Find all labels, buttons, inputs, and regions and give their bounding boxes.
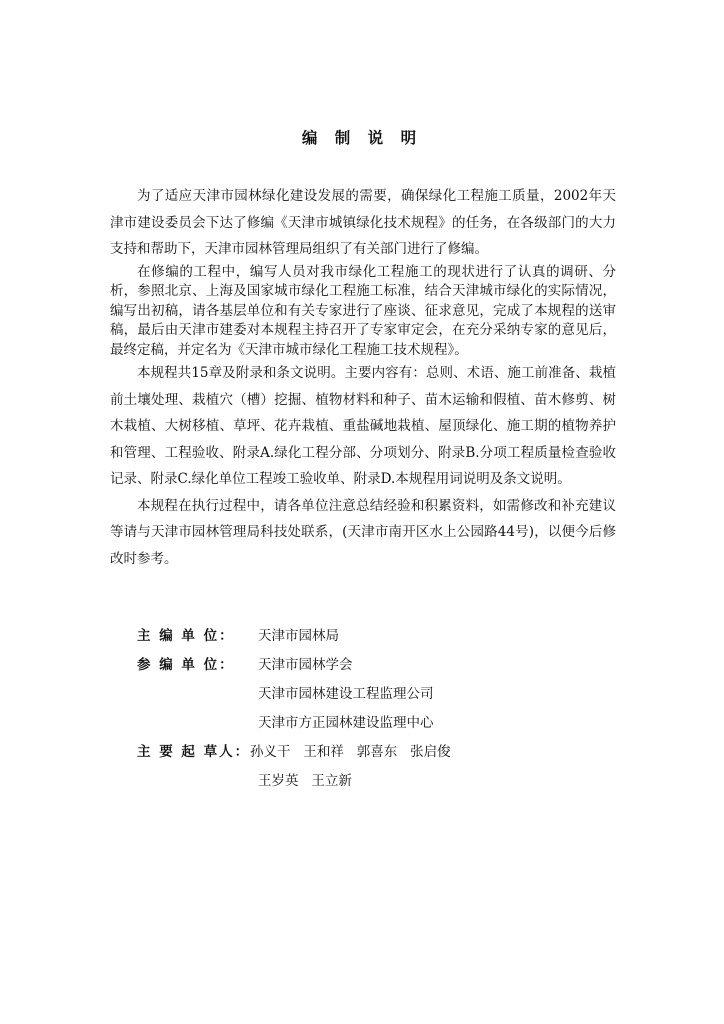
credits-block [110, 622, 451, 796]
paragraph-feedback: 本规程在执行过程中，请各单位注意总结经验和积累资料，如需修改和补充建议等请与天津市园林管理局科技处联系，(天津市南开区水上公园路44号)，以便今后修改时参考。 [110, 497, 616, 567]
paragraph-contents: 本规程共15章及附录和条文说明。主要内容有：总则、术语、施工前准备、栽植前土壤处理、栽植穴（槽）挖掘、植物材料和种子、苗木运输和假植、苗木修剪、树木栽植、大树移植、草坪、花卉栽植、重盐碱地栽植、屋顶绿化、施工期的植物养护和管理、工程验收、附录A.绿化工程分部、分项划分、附录B.分项工程质量检查验收记录、附录C.绿化单位工程竣工验收单、附录D.本规程用词说明及条文说明。 [110, 365, 616, 487]
paragraph-process: 在修编的工程中，编写人员对我市绿化工程施工的现状进行了认真的调研、分析，参照北京、上海及国家城市绿化工程施工标准，结合天津城市绿化的实际情况，编写出初稿，请各基层单位和有关专家进行了座谈、征求意见，完成了本规程的送审稿，最后由天津市建委对本规程主持召开了专家审定会，在充分采纳专家的意见后，最终定稿，并定名为《天津市城市绿化工程施工技术规程》。 [110, 263, 616, 358]
participant-row [110, 651, 434, 680]
drafters-label: 主 要 起 草人： [137, 744, 251, 760]
drafters-row [110, 738, 451, 767]
participant-value: 天津市园林学会 [258, 657, 353, 673]
participant-item: 天津市方正园林建设监理中心 [258, 715, 434, 731]
page-title: 编 制 说 明 [301, 128, 423, 147]
chief-editor-label: 主 编 单 位： [137, 628, 235, 644]
chief-editor-value: 天津市园林局 [258, 628, 339, 644]
drafters-value: 孙义干 王和祥 郭喜东 张启俊 [250, 744, 451, 760]
body-text [110, 183, 616, 572]
paragraph-purpose: 为了适应天津市园林绿化建设发展的需要，确保绿化工程施工质量，2002年天津市建设委员会下达了修编《天津市城镇绿化技术规程》的任务，在各级部门的大力支持和帮助下，天津市园林管理局组织了有关部门进行了修编。 [110, 188, 616, 257]
participant-item: 天津市园林建设工程监理公司 [258, 686, 434, 702]
chief-editor-row [110, 622, 434, 651]
drafters-value-cont: 王岁英 王立新 [258, 773, 352, 789]
participant-label: 参 编 单 位： [137, 657, 235, 673]
